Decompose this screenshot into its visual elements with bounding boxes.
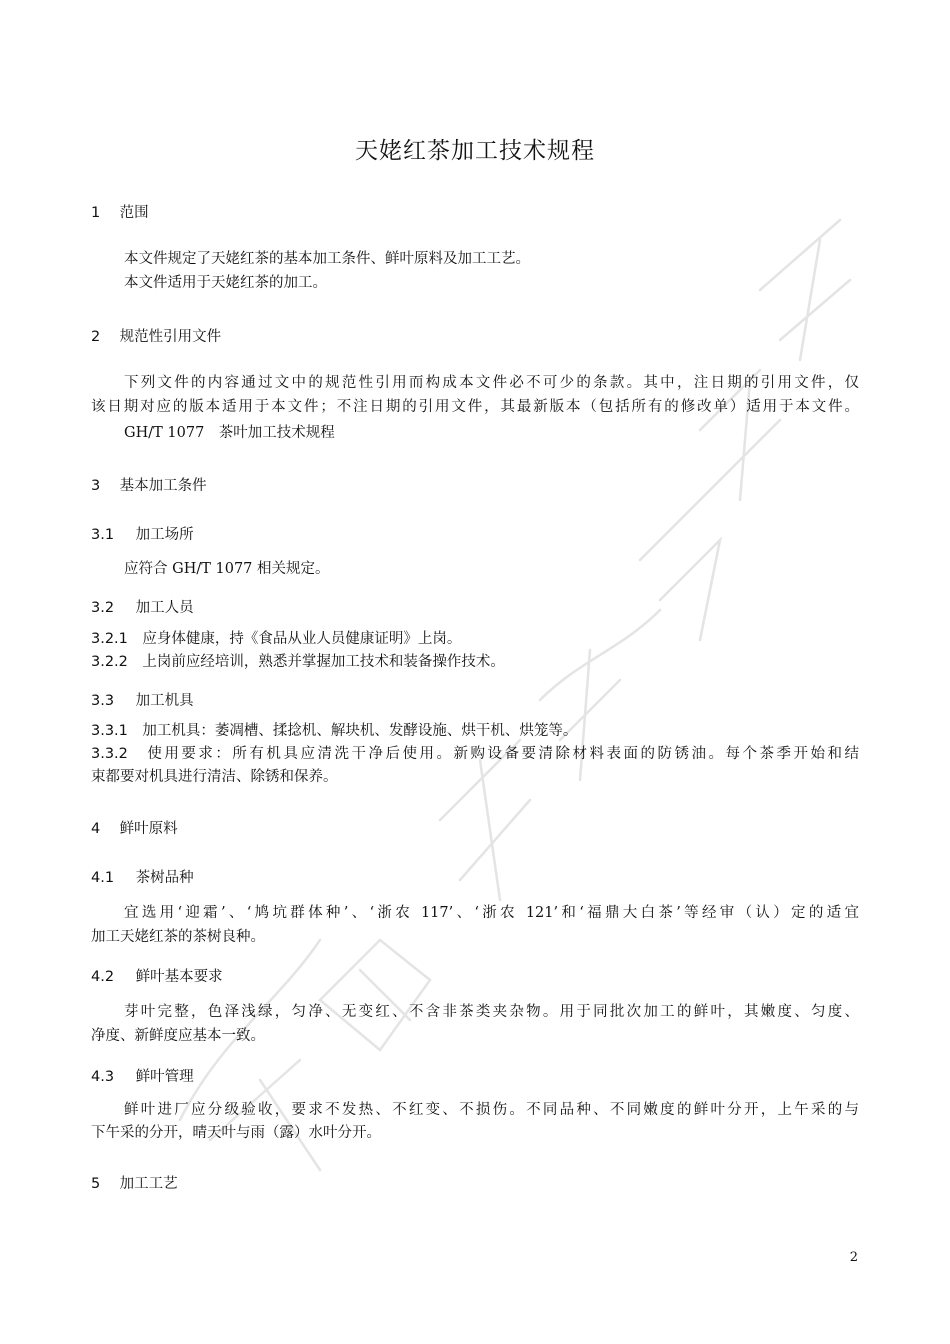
subsection-3-1-heading: 3.1 加工场所 [91,527,194,543]
subsection-4-2-heading: 4.2 鲜叶基本要求 [91,969,223,985]
paragraph: 下午采的分开，晴天叶与雨（露）水叶分开。 [91,1125,381,1141]
paragraph: 下列文件的内容通过文中的规范性引用而构成本文件必不可少的条款。其中，注日期的引用文件，仅 [124,375,859,391]
paragraph: 束都要对机具进行清洁、除锈和保养。 [91,769,338,785]
document-title: 天姥红茶加工技术规程 [355,138,595,164]
section-2-heading: 2 规范性引用文件 [91,329,222,345]
section-3-heading: 3 基本加工条件 [91,478,207,494]
section-5-heading: 5 加工工艺 [91,1176,178,1192]
paragraph: 加工天姥红茶的茶树良种。 [91,929,265,945]
paragraph: 该日期对应的版本适用于本文件；不注日期的引用文件，其最新版本（包括所有的修改单）适用于本文件。 [91,399,859,415]
paragraph: 净度、新鲜度应基本一致。 [91,1028,265,1044]
paragraph: 芽叶完整，色泽浅绿，匀净、无变红、不含非茶类夹杂物。用于同批次加工的鲜叶，其嫩度、匀度、 [124,1004,859,1020]
clause-3-2-1: 3.2.1 应身体健康，持《食品从业人员健康证明》上岗。 [91,631,462,647]
paragraph: 鲜叶进厂应分级验收，要求不发热、不红变、不损伤。不同品种、不同嫩度的鲜叶分开，上午采的与 [124,1102,859,1118]
section-1-heading: 1 范围 [91,205,149,221]
clause-3-3-2: 3.3.2 使用要求：所有机具应清洗干净后使用。新购设备要清除材料表面的防锈油。每个茶季开始和结 [91,746,860,762]
section-4-heading: 4 鲜叶原料 [91,821,178,837]
subsection-3-3-heading: 3.3 加工机具 [91,693,194,709]
clause-3-2-2: 3.2.2 上岗前应经培训，熟悉并掌握加工技术和装备操作技术。 [91,654,505,670]
subsection-3-2-heading: 3.2 加工人员 [91,600,194,616]
paragraph: 本文件适用于天姥红茶的加工。 [124,275,327,291]
normative-reference: GH/T 1077 茶叶加工技术规程 [124,425,335,441]
paragraph: 本文件规定了天姥红茶的基本加工条件、鲜叶原料及加工工艺。 [124,251,530,267]
paragraph: 宜选用‘迎霜’、‘鸠坑群体种’、‘浙农 117’、‘浙农 121’和‘福鼎大白茶’等经审（认）定的适宜 [124,905,859,921]
subsection-4-1-heading: 4.1 茶树品种 [91,870,194,886]
clause-3-3-1: 3.3.1 加工机具：萎凋槽、揉捻机、解块机、发酵设施、烘干机、烘笼等。 [91,723,578,739]
subsection-4-3-heading: 4.3 鲜叶管理 [91,1069,194,1085]
page-number: 2 [849,1250,858,1265]
paragraph: 应符合 GH/T 1077 相关规定。 [124,561,330,577]
